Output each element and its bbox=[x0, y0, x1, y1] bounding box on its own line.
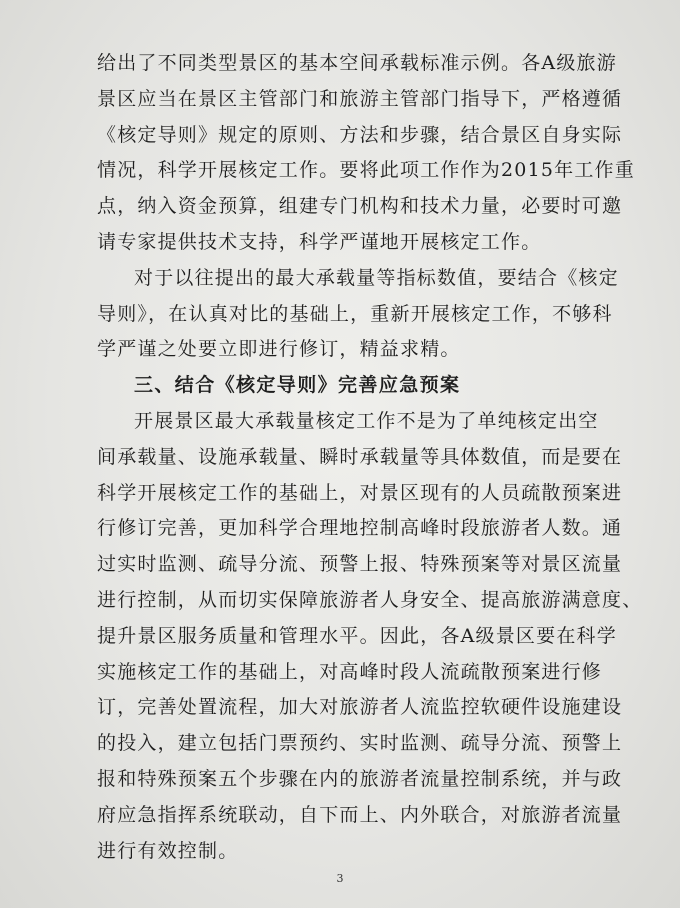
paragraph-1 bbox=[97, 46, 635, 261]
text-line: 点，纳入资金预算，组建专门机构和技术力量，必要时可邀 bbox=[97, 195, 623, 218]
page-number: 3 bbox=[336, 872, 344, 885]
text-line: 请专家提供技术支持，科学严谨地开展核定工作。 bbox=[97, 230, 542, 253]
text-line: 进行控制，从而切实保障旅游者人身安全、提高旅游满意度、 bbox=[97, 588, 643, 611]
text-line: 科学开展核定工作的基础上，对景区现有的人员疏散预案进 bbox=[97, 481, 623, 504]
text-line: 过实时监测、疏导分流、预警上报、特殊预案等对景区流量 bbox=[97, 553, 623, 576]
text-line: 府应急指挥系统联动，自下而上、内外联合，对旅游者流量 bbox=[97, 803, 623, 826]
paragraph-2 bbox=[97, 261, 619, 368]
text-line: 对于以往提出的最大承载量等指标数值，要结合《核定 bbox=[134, 266, 619, 289]
paragraph-3 bbox=[97, 404, 643, 869]
text-line: 进行有效控制。 bbox=[97, 839, 239, 862]
text-line: 情况，科学开展核定工作。要将此项工作作为2015年工作重 bbox=[97, 159, 635, 182]
text-line: 的投入，建立包括门票预约、实时监测、疏导分流、预警上 bbox=[97, 732, 623, 755]
text-line: 景区应当在景区主管部门和旅游主管部门指导下，严格遵循 bbox=[97, 87, 623, 110]
text-line: 实施核定工作的基础上，对高峰时段人流疏散预案进行修 bbox=[97, 660, 603, 683]
text-line: 《核定导则》规定的原则、方法和步骤，结合景区自身实际 bbox=[97, 123, 623, 146]
text-line: 导则》，在认真对比的基础上，重新开展核定工作，不够科 bbox=[97, 302, 613, 325]
text-line: 报和特殊预案五个步骤在内的旅游者流量控制系统，并与政 bbox=[97, 767, 623, 790]
text-line: 行修订完善，更加科学合理地控制高峰时段旅游者人数。通 bbox=[97, 517, 623, 540]
document-body bbox=[97, 46, 643, 869]
text-line: 学严谨之处要立即进行修订，精益求精。 bbox=[97, 338, 461, 361]
text-line: 给出了不同类型景区的基本空间承载标准示例。各A级旅游 bbox=[97, 52, 617, 74]
text-line: 提升景区服务质量和管理水平。因此，各A级景区要在科学 bbox=[97, 624, 617, 647]
section-heading: 三、结合《核定导则》完善应急预案 bbox=[134, 374, 461, 397]
text-line: 开展景区最大承载量核定工作不是为了单纯核定出空 bbox=[134, 409, 599, 432]
text-line: 订，完善处置流程，加大对旅游者人流监控软硬件设施建设 bbox=[97, 696, 623, 719]
text-line: 间承载量、设施承载量、瞬时承载量等具体数值，而是要在 bbox=[97, 445, 623, 468]
